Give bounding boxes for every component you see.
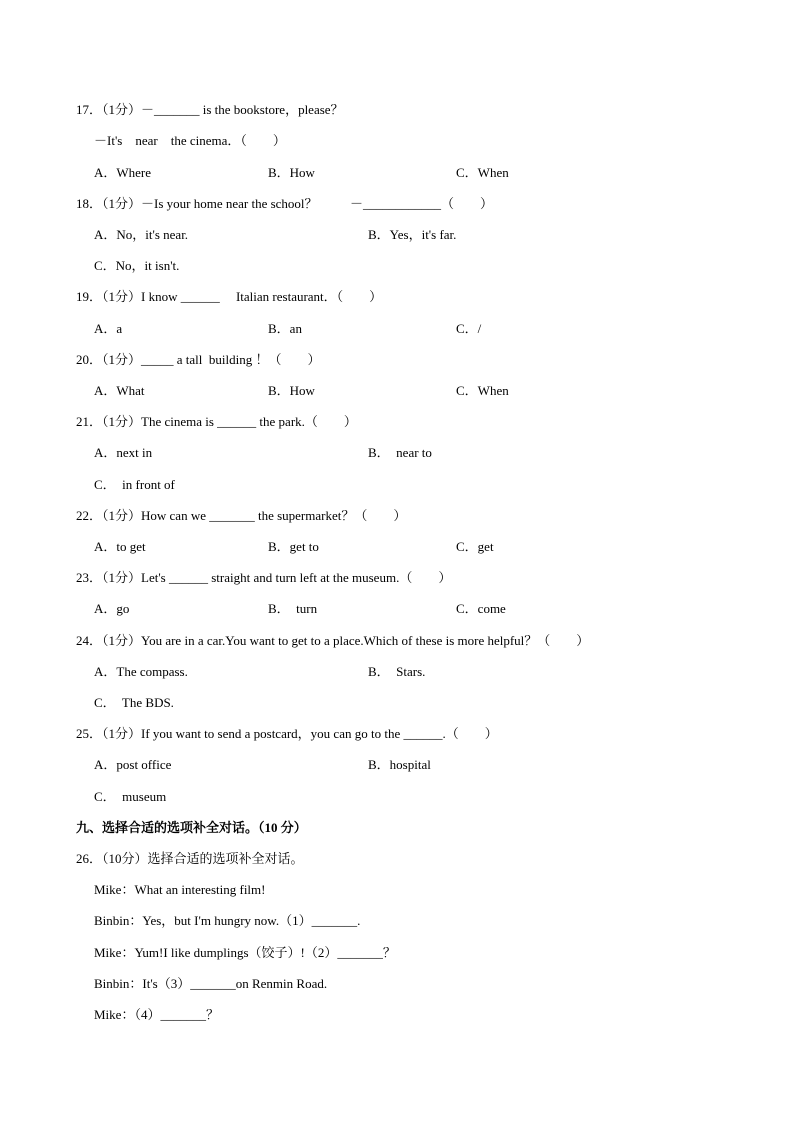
question-21-stem: 21．（1分）The cinema is ______ the park.（ ）	[76, 414, 357, 429]
question-17-option-c[interactable]: C．When	[456, 165, 509, 180]
question-22-option-b[interactable]: B．get to	[268, 539, 319, 554]
question-20-option-c[interactable]: C．When	[456, 383, 509, 398]
question-17-option-a[interactable]: A．Where	[94, 165, 152, 180]
dialogue-line-3: Mike：Yum!I like dumplings（饺子）!（2）_______？	[94, 945, 396, 960]
section-heading: 九、选择合适的选项补全对话。（10 分）	[76, 820, 307, 835]
question-23-option-c[interactable]: C．come	[456, 601, 506, 616]
question-21-option-b[interactable]: B． near to	[368, 445, 432, 460]
dialogue-line-5: Mike：（4）_______？	[94, 1007, 219, 1022]
question-20-option-b[interactable]: B．How	[268, 383, 315, 398]
question-22-option-c[interactable]: C．get	[456, 539, 494, 554]
question-25-option-b[interactable]: B．hospital	[368, 757, 431, 772]
question-22-stem: 22．（1分）How can we _______ the supermarket？（ ）	[76, 508, 407, 523]
question-20-stem: 20．（1分）_____ a tall building ！（ ）	[76, 352, 321, 367]
question-25-option-c[interactable]: C． museum	[94, 789, 167, 804]
question-19-stem: 19．（1分）I know ______ Italian restaurant．（ ）	[76, 289, 383, 304]
dialogue-line-2: Binbin：Yes，but I'm hungry now.（1）_______.	[94, 913, 361, 928]
question-17-option-b[interactable]: B．How	[268, 165, 315, 180]
question-23-option-b[interactable]: B． turn	[268, 601, 318, 616]
question-23-option-a[interactable]: A．go	[94, 601, 130, 616]
question-24-option-c[interactable]: C． The BDS.	[94, 695, 174, 710]
question-18-option-c[interactable]: C．No，it isn't.	[94, 258, 180, 273]
question-25-stem: 25．（1分）If you want to send a postcard，you can go to the ______.（ ）	[76, 726, 498, 741]
question-19-option-a[interactable]: A．a	[94, 321, 123, 336]
question-18-option-a[interactable]: A．No，it's near.	[94, 227, 189, 242]
question-21-option-c[interactable]: C． in front of	[94, 477, 175, 492]
question-21-option-a[interactable]: A．next in	[94, 445, 153, 460]
dialogue-line-4: Binbin：It's（3）_______on Renmin Road.	[94, 976, 328, 991]
question-25-option-a[interactable]: A．post office	[94, 757, 172, 772]
question-22-option-a[interactable]: A．to get	[94, 539, 146, 554]
question-18-option-b[interactable]: B．Yes，it's far.	[368, 227, 457, 242]
question-26-stem: 26．（10分）选择合适的选项补全对话。	[76, 851, 304, 866]
question-24-option-a[interactable]: A．The compass.	[94, 664, 188, 679]
question-24-stem: 24．（1分）You are in a car.You want to get to a place.Which of these is more helpful？（ ）	[76, 633, 590, 648]
dialogue-line-1: Mike：What an interesting film!	[94, 882, 266, 897]
question-17-sub: －It's near the cinema．（ ）	[94, 133, 286, 148]
question-20-option-a[interactable]: A．What	[94, 383, 145, 398]
question-24-option-b[interactable]: B． Stars.	[368, 664, 426, 679]
question-18-stem: 18．（1分）－Is your home near the school？ －____________（ ）	[76, 196, 494, 211]
question-19-option-b[interactable]: B．an	[268, 321, 302, 336]
question-17-stem: 17．（1分）－_______ is the bookstore，please？	[76, 102, 344, 117]
question-19-option-c[interactable]: C．/	[456, 321, 482, 336]
question-23-stem: 23．（1分）Let's ______ straight and turn left at the museum.（ ）	[76, 570, 452, 585]
